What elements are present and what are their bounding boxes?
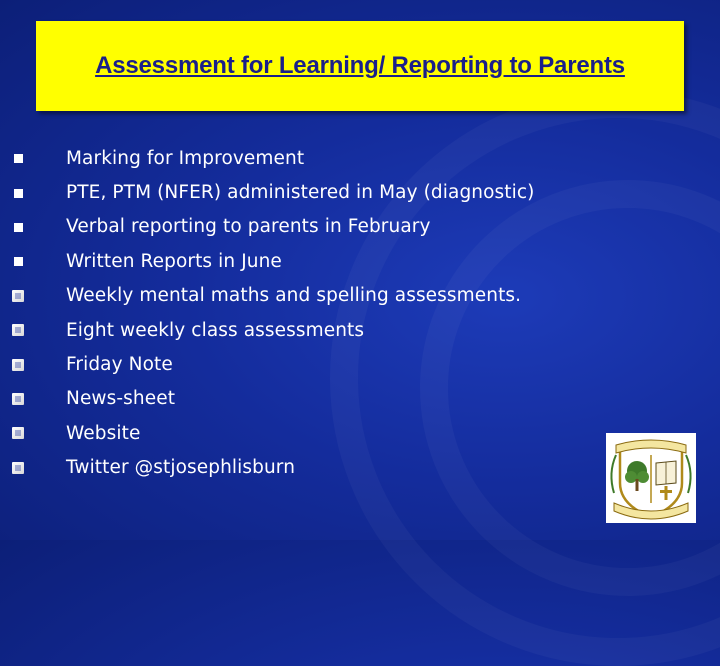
bullet-item [0,416,600,450]
bullet-text: Weekly mental maths and spelling assessments. [66,285,522,307]
bullet-text: Verbal reporting to parents in February [66,216,431,238]
wingding-bullet-icon [12,359,24,371]
wingding-bullet-icon [12,290,24,302]
bullet-text: Twitter @stjosephlisburn [66,457,296,479]
bullet-item [0,451,600,485]
bullet-item [0,244,600,278]
bullet-item [0,382,600,416]
wingding-bullet-icon [12,393,24,405]
bullet-text: Written Reports in June [66,250,282,272]
school-crest-logo [606,433,696,523]
bullet-list [0,141,600,485]
school-crest-icon [606,433,696,523]
title-banner [36,21,684,111]
bullet-text: News-sheet [66,388,176,410]
square-bullet-icon [14,223,23,232]
bullet-item [0,210,600,244]
wingding-bullet-icon [12,462,24,474]
square-bullet-icon [14,154,23,163]
bullet-item [0,347,600,381]
bullet-text: Marking for Improvement [66,147,305,169]
bullet-item [0,141,600,175]
wingding-bullet-icon [12,324,24,336]
square-bullet-icon [14,257,23,266]
wingding-bullet-icon [12,427,24,439]
bullet-item [0,175,600,209]
bullet-text: Friday Note [66,354,173,376]
bullet-item [0,313,600,347]
square-bullet-icon [14,189,23,198]
bullet-item [0,279,600,313]
bullet-text: Website [66,422,141,444]
bullet-text: Eight weekly class assessments [66,319,365,341]
bullet-text: PTE, PTM (NFER) administered in May (diagnostic) [66,182,535,204]
slide-title: Assessment for Learning/ Reporting to Parents [95,52,625,79]
